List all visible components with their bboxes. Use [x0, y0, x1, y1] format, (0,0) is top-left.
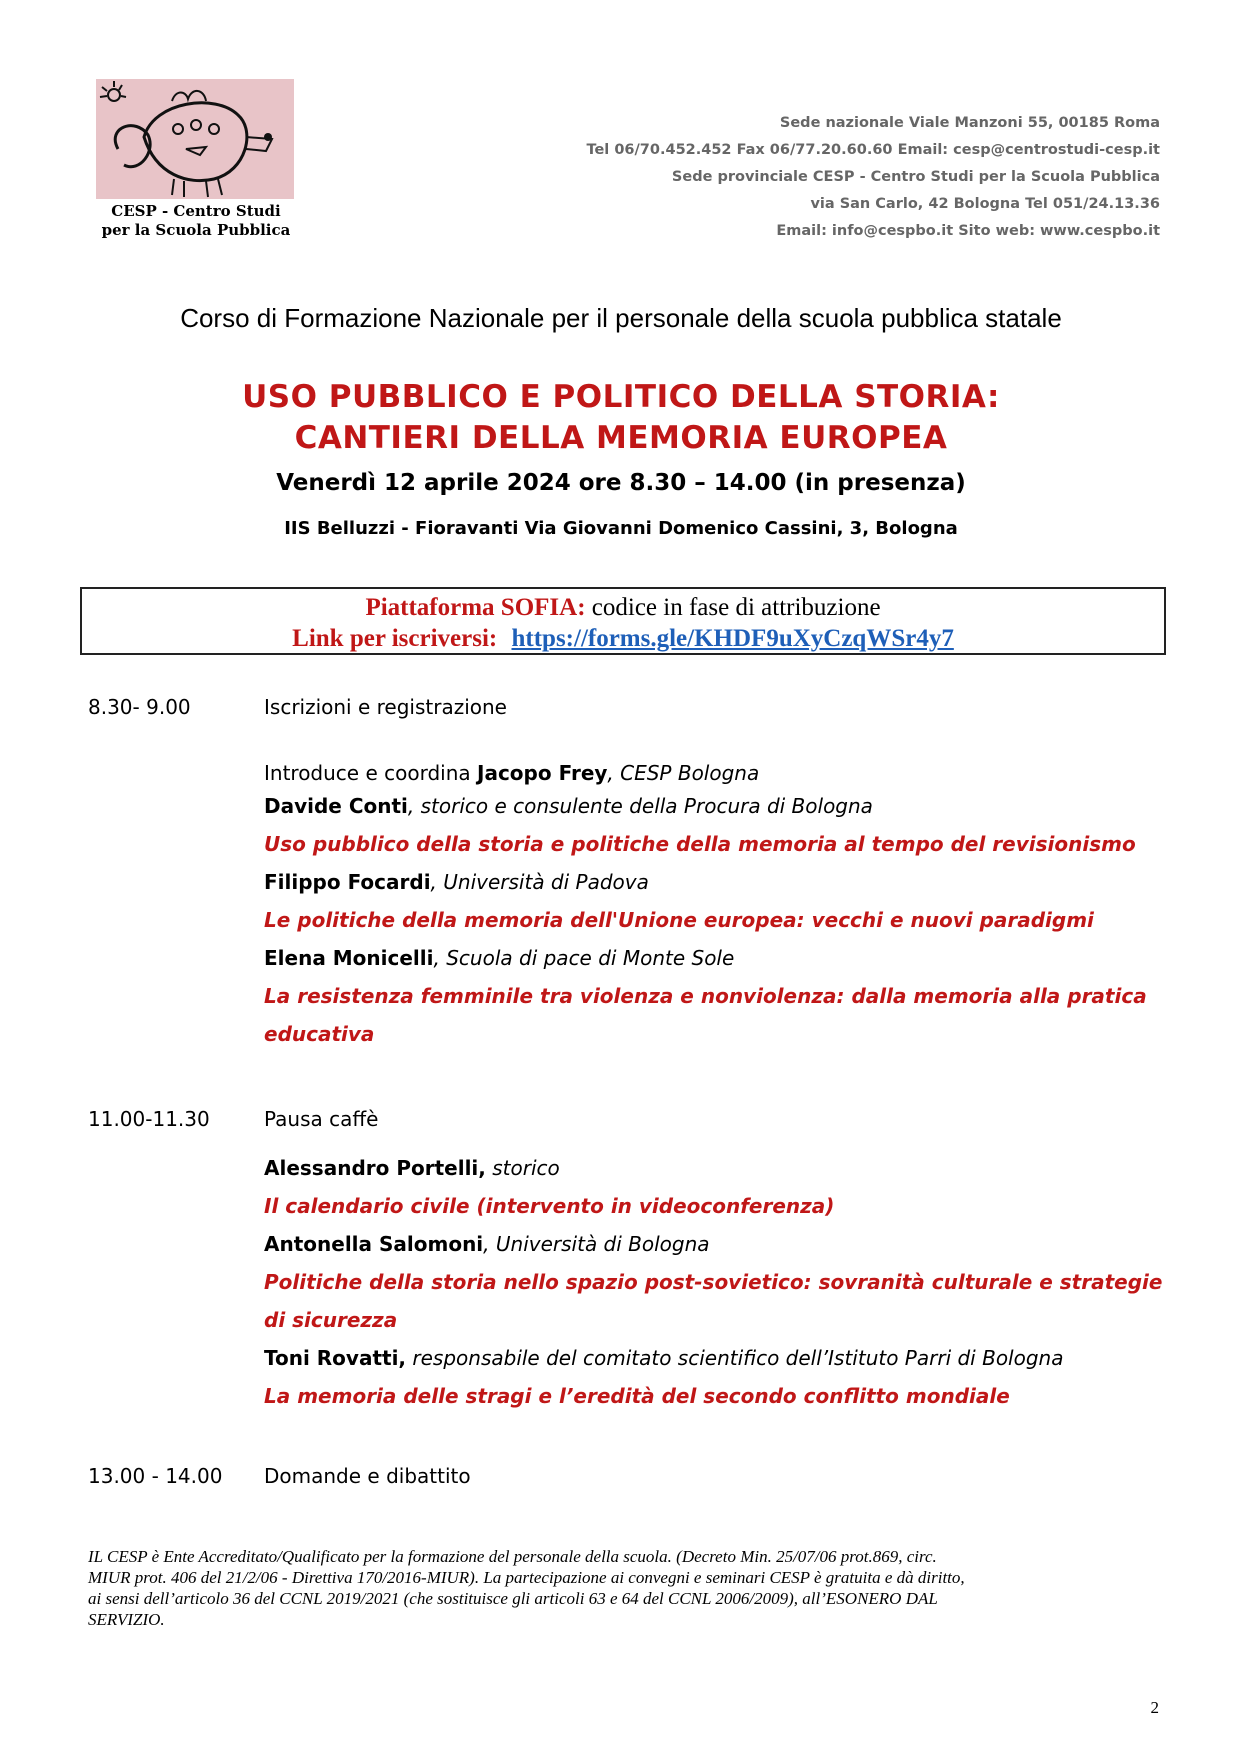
speaker-1-name: Davide Conti: [264, 794, 408, 818]
speaker-4-name: Alessandro Portelli,: [264, 1156, 486, 1180]
speaker-2-name: Filippo Focardi: [264, 870, 431, 894]
accreditation-line-4: SERVIZIO.: [88, 1610, 165, 1629]
moderator-prefix: Introduce e coordina: [264, 761, 478, 785]
talk-5-line-2: di sicurezza: [264, 1308, 398, 1332]
course-heading: Corso di Formazione Nazionale per il personale della scuola pubblica statale: [180, 303, 1062, 333]
time-slot-1: 8.30- 9.00: [88, 695, 191, 719]
accreditation-line-3: ai sensi dell’articolo 36 del CCNL 2019/2021 (che sostituisce gli articoli 63 e 64 del CCNL 2006/2009), all’ESONERO DAL: [88, 1589, 938, 1608]
sofia-line: [82, 592, 1164, 623]
slot-1-text: Iscrizioni e registrazione: [264, 695, 507, 719]
event-title: [0, 377, 1242, 459]
event-venue: IIS Belluzzi - Fioravanti Via Giovanni Domenico Cassini, 3, Bologna: [284, 518, 958, 539]
moderator-line: [264, 761, 759, 785]
accreditation-note: [88, 1546, 1158, 1630]
event-date: Venerdì 12 aprile 2024 ore 8.30 – 14.00 (in presenza): [276, 470, 966, 496]
registration-box: [80, 587, 1166, 655]
speaker-6-role: responsabile del comitato scientifico dell’Istituto Parri di Bologna: [406, 1346, 1064, 1370]
contact-line-2: Tel 06/70.452.452 Fax 06/77.20.60.60 Email: cesp@centrostudi-cesp.it: [586, 142, 1160, 158]
logo-caption: [96, 202, 296, 240]
contact-line-1: Sede nazionale Viale Manzoni 55, 00185 Roma: [779, 115, 1160, 131]
cesp-logo-drawing: [96, 79, 294, 199]
slot-3-text: Domande e dibattito: [264, 1464, 471, 1488]
contact-line-4: via San Carlo, 42 Bologna Tel 051/24.13.36: [810, 196, 1160, 212]
page-number: 2: [1150, 1698, 1159, 1717]
logo-caption-line-1: CESP - Centro Studi: [111, 202, 281, 220]
contact-line-3: Sede provinciale CESP - Centro Studi per la Scuola Pubblica: [671, 169, 1160, 185]
speaker-5-role: , Università di Bologna: [483, 1232, 710, 1256]
speaker-1-role: , storico e consulente della Procura di Bologna: [407, 794, 873, 818]
time-slot-2: 11.00-11.30: [88, 1107, 210, 1131]
contact-line-5: Email: info@cespbo.it Sito web: www.cespbo.it: [776, 223, 1160, 239]
speaker-2-role: , Università di Padova: [430, 870, 649, 894]
speaker-3-name: Elena Monicelli: [264, 946, 434, 970]
signup-line: [82, 623, 1164, 654]
talk-1: Uso pubblico della storia e politiche della memoria al tempo del revisionismo: [264, 832, 1136, 856]
event-title-line-1: USO PUBBLICO E POLITICO DELLA STORIA:: [242, 379, 1000, 415]
signup-link[interactable]: https://forms.gle/KHDF9uXyCzqWSr4y7: [511, 625, 954, 652]
speaker-3: [264, 946, 734, 970]
slot-2-text: Pausa caffè: [264, 1107, 379, 1131]
cesp-logo: [96, 79, 294, 199]
talk-2: Le politiche della memoria dell'Unione europea: vecchi e nuovi paradigmi: [264, 908, 1094, 932]
time-slot-3: 13.00 - 14.00: [88, 1464, 223, 1488]
speaker-5-name: Antonella Salomoni: [264, 1232, 484, 1256]
speaker-5: [264, 1232, 710, 1256]
talk-5-line-1: Politiche della storia nello spazio post-sovietico: sovranità culturale e strategie: [264, 1270, 1163, 1294]
speaker-4: [264, 1156, 560, 1180]
speaker-6: [264, 1346, 1063, 1370]
sofia-label: Piattaforma SOFIA:: [365, 594, 586, 621]
speaker-2: [264, 870, 649, 894]
moderator-role: , CESP Bologna: [607, 761, 760, 785]
signup-label: Link per iscriversi:: [292, 625, 498, 652]
speaker-3-role: , Scuola di pace di Monte Sole: [433, 946, 735, 970]
event-title-line-2: CANTIERI DELLA MEMORIA EUROPEA: [294, 420, 948, 456]
speaker-6-name: Toni Rovatti,: [264, 1346, 407, 1370]
accreditation-line-1: IL CESP è Ente Accreditato/Qualificato per la formazione del personale della scuola. (Decreto Min. 25/07/06 prot.869, circ.: [88, 1547, 937, 1566]
speaker-4-role: storico: [485, 1156, 560, 1180]
talk-4: Il calendario civile (intervento in videoconferenza): [264, 1194, 835, 1218]
speaker-1: [264, 794, 873, 818]
logo-caption-line-2: per la Scuola Pubblica: [101, 221, 291, 239]
accreditation-line-2: MIUR prot. 406 del 21/2/06 - Direttiva 170/2016-MIUR). La partecipazione ai convegni e seminari CESP è gratuita e dà diritto,: [88, 1568, 965, 1587]
talk-6: La memoria delle stragi e l’eredità del secondo conflitto mondiale: [264, 1384, 1010, 1408]
moderator-name: Jacopo Frey: [477, 761, 608, 785]
talk-3-line-2: educativa: [264, 1022, 375, 1046]
talk-3-line-1: La resistenza femminile tra violenza e nonviolenza: dalla memoria alla pratica: [264, 984, 1147, 1008]
contact-info: [587, 110, 1161, 245]
sofia-value: codice in fase di attribuzione: [591, 594, 881, 621]
